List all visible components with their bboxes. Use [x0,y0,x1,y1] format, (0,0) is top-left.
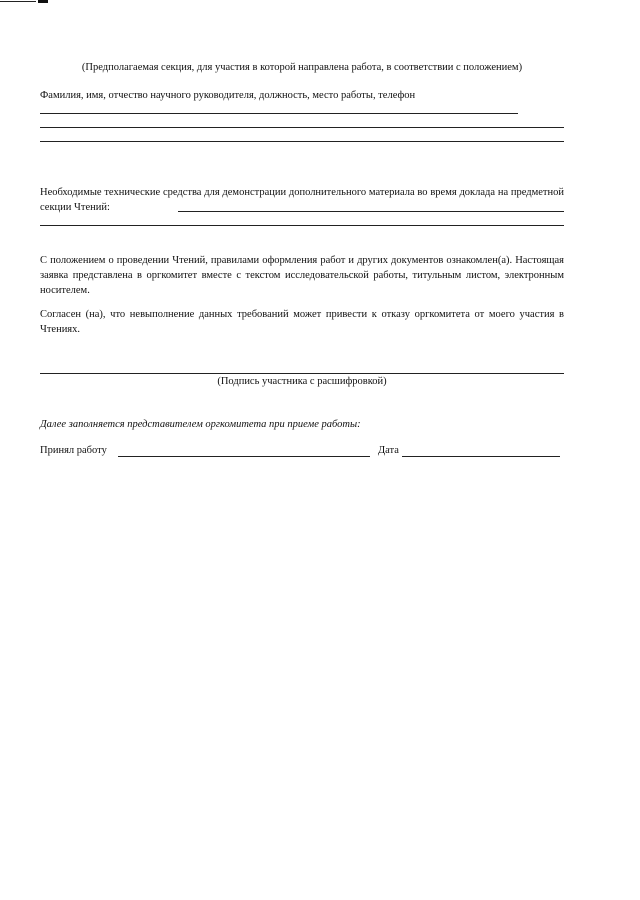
supervisor-line-1[interactable] [40,113,518,114]
tech-means-line-1[interactable] [178,211,564,212]
supervisor-line-3[interactable] [40,141,564,142]
accepted-by-line[interactable] [118,456,370,457]
acceptance-row [40,445,564,459]
organizer-note: Далее заполняется представителем оргкомитета при приеме работы: [40,419,361,430]
signature-line[interactable] [40,373,564,374]
acknowledgement-text: С положением о проведении Чтений, правилами оформления работ и других документов ознакомлен(а). Настоящая заявка представлена в оргкомитет вместе с текстом исследовательской работы, титульным листом, электронным носителем. [40,255,564,296]
consent-text: Согласен (на), что невыполнение данных требований может привести к отказу оргкомитета от моего участия в Чтениях. [40,309,564,335]
signature-caption: (Подпись участника с расшифровкой) [217,376,387,387]
tech-means-line-2[interactable] [40,225,564,226]
supervisor-line-2[interactable] [40,127,564,128]
date-line[interactable] [402,456,560,457]
date-label: Дата [378,445,399,456]
tech-means-text: Необходимые технические средства для демонстрации дополнительного материала во время доклада на предметной секции Чтений: [40,187,564,213]
section-caption: (Предполагаемая секция, для участия в которой направлена работа, в соответствии с положением) [81,62,523,73]
scan-corner-mark [0,0,50,3]
supervisor-label: Фамилия, имя, отчество научного руководителя, должность, место работы, телефон [40,90,416,101]
accepted-label: Принял работу [40,445,107,456]
